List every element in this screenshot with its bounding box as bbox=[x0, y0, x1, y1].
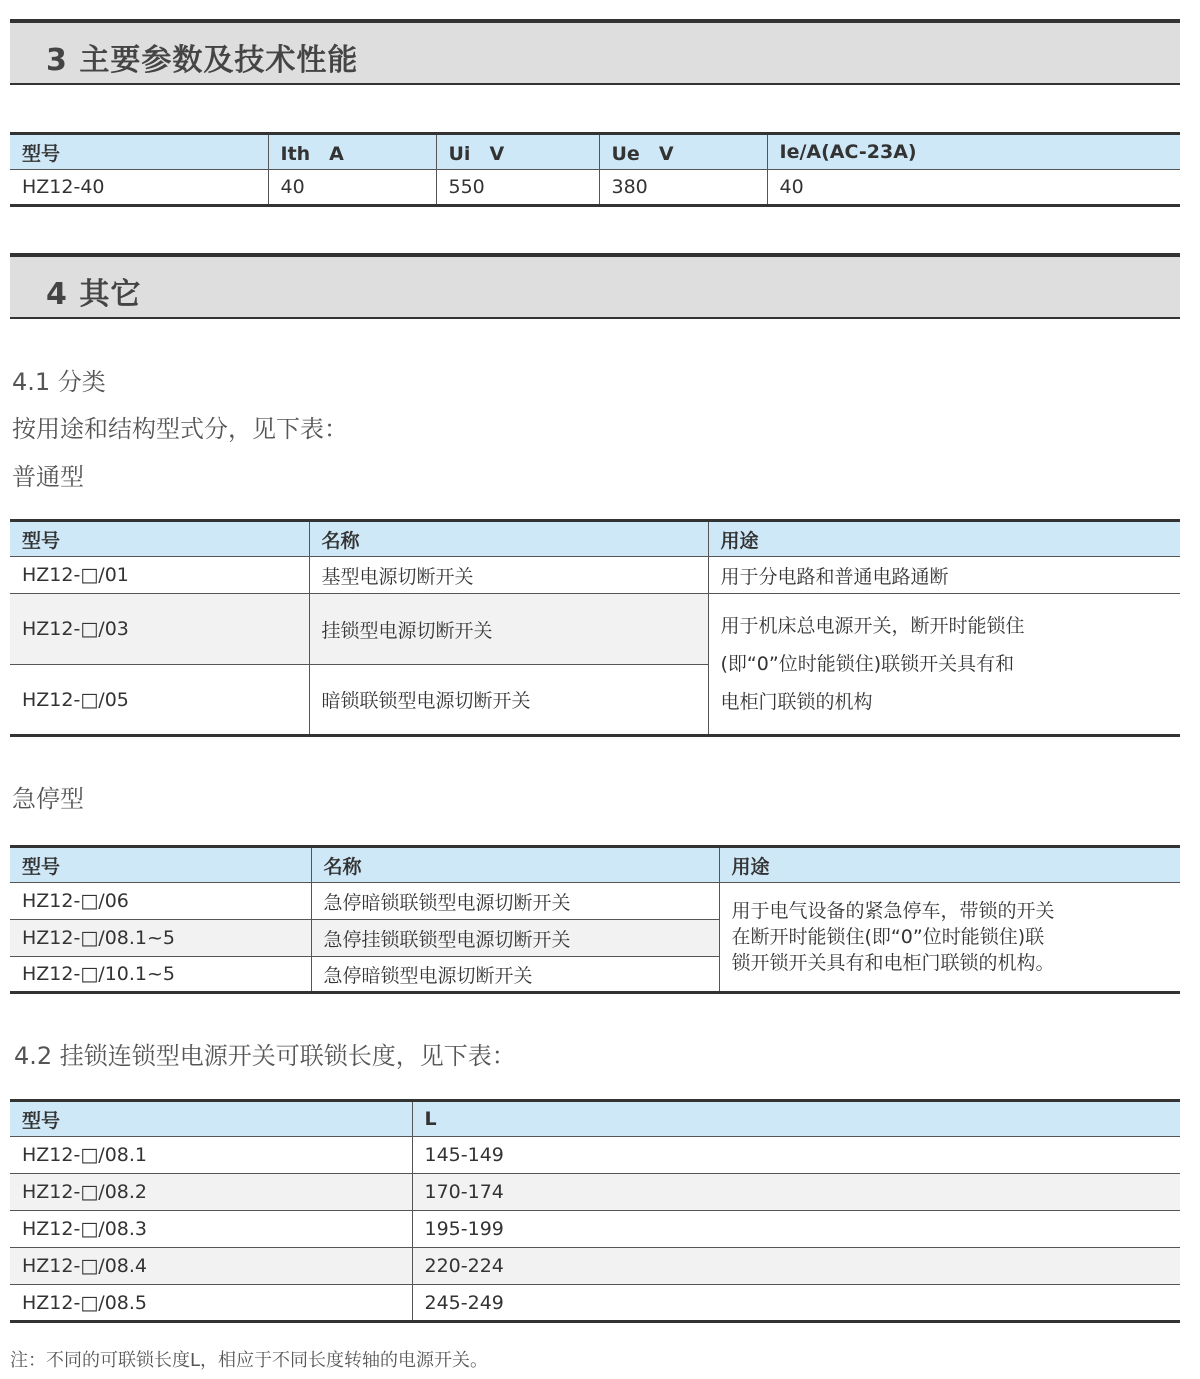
table-row bbox=[10, 170, 1180, 206]
section-4-title: 4 其它 bbox=[46, 277, 142, 312]
classification-heading: 4.1 分类 bbox=[12, 368, 106, 396]
interlock-heading: 4.2 挂锁连锁型电源开关可联锁长度，见下表： bbox=[14, 1042, 516, 1070]
header-model: 型号 bbox=[10, 134, 268, 170]
cell-length: 245-249 bbox=[424, 1291, 504, 1314]
cell-model: HZ12-□/08.3 bbox=[10, 1211, 412, 1248]
emergency-type-table bbox=[10, 845, 1180, 994]
cell-name: 急停暗锁联锁型电源切断开关 bbox=[311, 883, 719, 920]
parameters-table bbox=[10, 132, 1180, 207]
emergency-type-label: 急停型 bbox=[12, 785, 84, 813]
usage-line: 用于电气设备的紧急停车，带锁的开关 bbox=[731, 900, 1055, 922]
header-usage: 用途 bbox=[708, 521, 1180, 557]
header-model: 型号 bbox=[10, 847, 311, 883]
cell-model: HZ12-□/08.1~5 bbox=[10, 920, 311, 957]
cell-ue: 380 bbox=[599, 170, 767, 206]
header-ue: Ue V bbox=[599, 134, 767, 170]
header-ui: Ui V bbox=[436, 134, 599, 170]
cell-length: 145-149 bbox=[412, 1137, 1180, 1174]
cell-length: 220-224 bbox=[412, 1248, 1180, 1285]
header-name: 名称 bbox=[311, 847, 719, 883]
usage-line: 电柜门联锁的机构 bbox=[720, 691, 873, 713]
usage-line: 用于机床总电源开关，断开时能锁住 bbox=[720, 615, 1025, 637]
cell-model: HZ12-□/08.1 bbox=[10, 1137, 412, 1174]
cell-ith: 40 bbox=[268, 170, 436, 206]
cell-model: HZ12-□/08.4 bbox=[10, 1248, 412, 1285]
normal-type-table bbox=[10, 519, 1180, 737]
cell-name: 基型电源切断开关 bbox=[309, 557, 708, 594]
cell-usage-merged bbox=[719, 883, 1180, 993]
table-header-row bbox=[10, 134, 1180, 170]
cell-model: HZ12-□/06 bbox=[10, 883, 311, 920]
interlock-length-table bbox=[10, 1099, 1180, 1323]
cell-model: HZ12-40 bbox=[10, 170, 268, 206]
table-row bbox=[10, 1137, 1180, 1174]
cell-model: HZ12-□/08.5 bbox=[10, 1285, 412, 1322]
header-model: 型号 bbox=[10, 1101, 412, 1137]
section-4-header bbox=[10, 253, 1180, 319]
header-length: L bbox=[412, 1101, 1180, 1137]
table-header-row bbox=[10, 847, 1180, 883]
table-header-row bbox=[10, 1101, 1180, 1137]
table-row bbox=[10, 1285, 1180, 1322]
header-model: 型号 bbox=[10, 521, 309, 557]
cell-ie: 40 bbox=[779, 176, 804, 198]
cell-length: 170-174 bbox=[412, 1174, 1180, 1211]
usage-line: 在断开时能锁住(即“0”位时能锁住)联 bbox=[731, 926, 1045, 948]
header-ith: Ith A bbox=[268, 134, 436, 170]
cell-name: 急停挂锁联锁型电源切断开关 bbox=[311, 920, 719, 957]
cell-model: HZ12-□/10.1~5 bbox=[10, 957, 311, 993]
normal-type-label: 普通型 bbox=[12, 463, 84, 491]
table-row bbox=[10, 594, 1180, 665]
header-ie: Ie/A(AC-23A) bbox=[767, 134, 1180, 170]
header-usage: 用途 bbox=[719, 847, 1180, 883]
table-row bbox=[10, 1174, 1180, 1211]
section-3-header bbox=[10, 19, 1180, 85]
section-3-title: 3 主要参数及技术性能 bbox=[46, 43, 359, 78]
table-header-row bbox=[10, 521, 1180, 557]
cell-name: 挂锁型电源切断开关 bbox=[309, 594, 708, 665]
table-row bbox=[10, 1248, 1180, 1285]
cell-model: HZ12-□/08.2 bbox=[10, 1174, 412, 1211]
cell-length: 195-199 bbox=[412, 1211, 1180, 1248]
usage-line: (即“0”位时能锁住)联锁开关具有和 bbox=[720, 653, 1015, 675]
cell-name: 暗锁联锁型电源切断开关 bbox=[309, 665, 708, 736]
cell-name: 急停暗锁型电源切断开关 bbox=[311, 957, 719, 993]
table-row bbox=[10, 883, 1180, 920]
cell-model: HZ12-□/03 bbox=[10, 594, 309, 665]
classification-intro: 按用途和结构型式分，见下表： bbox=[12, 415, 348, 443]
usage-line: 锁开锁开关具有和电柜门联锁的机构。 bbox=[731, 952, 1055, 974]
footnote: 注：不同的可联锁长度L，相应于不同长度转轴的电源开关。 bbox=[10, 1350, 489, 1371]
cell-ui: 550 bbox=[436, 170, 599, 206]
cell-usage: 用于分电路和普通电路通断 bbox=[708, 557, 1180, 594]
cell-model: HZ12-□/01 bbox=[10, 557, 309, 594]
cell-usage-merged bbox=[708, 594, 1180, 736]
table-row bbox=[10, 1211, 1180, 1248]
cell-model: HZ12-□/05 bbox=[10, 665, 309, 736]
header-name: 名称 bbox=[309, 521, 708, 557]
table-row bbox=[10, 557, 1180, 594]
